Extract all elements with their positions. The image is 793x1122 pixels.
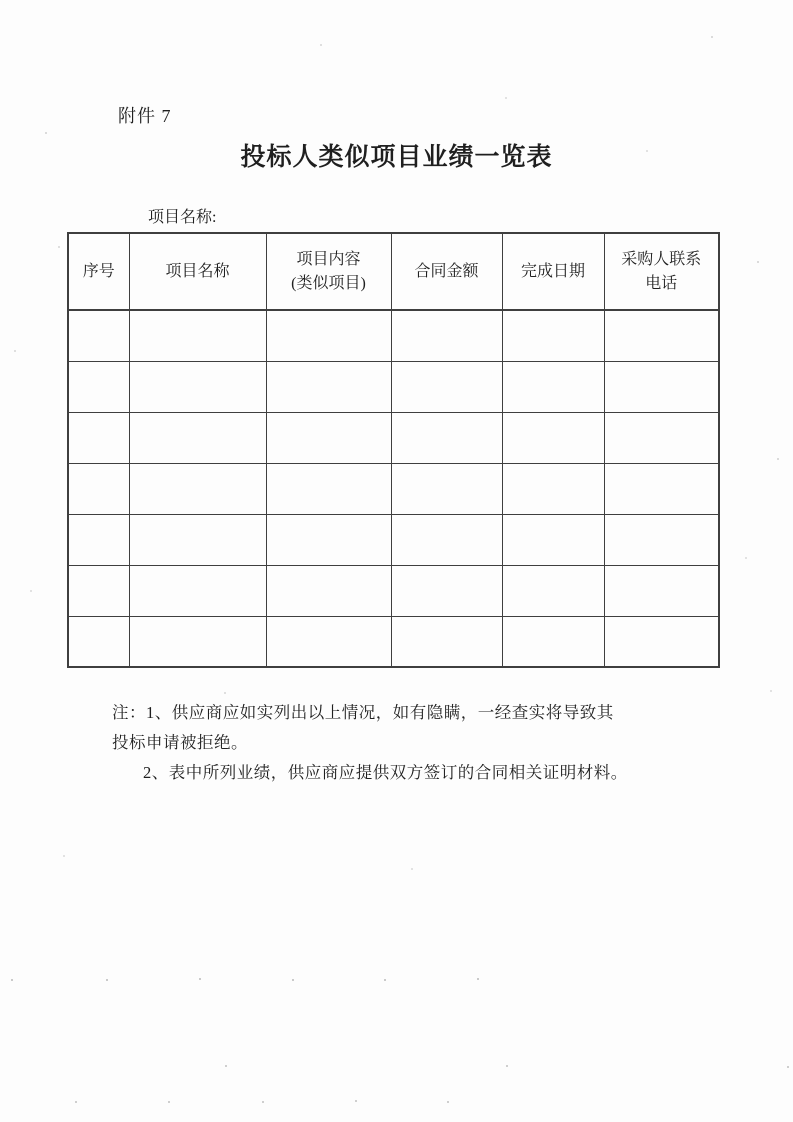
empty-cell [502, 514, 604, 565]
note-line-3: 2、表中所列业绩，供应商应提供双方签订的合同相关证明材料。 [143, 763, 628, 782]
page-title: 投标人类似项目业绩一览表 [240, 144, 553, 171]
empty-cell [68, 310, 129, 361]
empty-cell [266, 616, 391, 667]
empty-cell [129, 412, 266, 463]
empty-cell [391, 514, 502, 565]
empty-cell [502, 463, 604, 514]
performance-table [67, 232, 720, 668]
note-line-2: 投标申请被拒绝。 [112, 733, 248, 752]
empty-table-row [68, 565, 719, 616]
empty-table-row [68, 310, 719, 361]
empty-cell [604, 463, 719, 514]
col-header-project-name [129, 233, 266, 310]
empty-cell [391, 463, 502, 514]
empty-cell [68, 412, 129, 463]
col-header-serial-number [68, 233, 129, 310]
empty-cell [604, 616, 719, 667]
empty-table-row [68, 361, 719, 412]
empty-table-row [68, 514, 719, 565]
empty-cell [391, 361, 502, 412]
col-header-label: 项目内容 [296, 250, 361, 268]
empty-cell [68, 361, 129, 412]
empty-cell [604, 310, 719, 361]
empty-cell [129, 361, 266, 412]
empty-cell [68, 565, 129, 616]
empty-cell [266, 565, 391, 616]
empty-cell [68, 616, 129, 667]
col-header-purchaser-phone [604, 233, 719, 310]
empty-table-row [68, 412, 719, 463]
empty-cell [391, 310, 502, 361]
empty-cell [266, 463, 391, 514]
empty-cell [604, 514, 719, 565]
empty-cell [502, 310, 604, 361]
col-header-project-content [266, 233, 391, 310]
table-header-row [68, 233, 719, 310]
col-header-label: 序号 [82, 262, 115, 280]
empty-cell [266, 514, 391, 565]
empty-table-row [68, 616, 719, 667]
project-name-label: 项目名称: [148, 209, 217, 226]
col-header-label: 合同金额 [414, 262, 479, 280]
empty-cell [266, 310, 391, 361]
empty-cell [129, 310, 266, 361]
empty-cell [68, 514, 129, 565]
empty-cell [604, 412, 719, 463]
empty-cell [502, 565, 604, 616]
col-header-completion-date [502, 233, 604, 310]
col-header-label: 完成日期 [520, 262, 585, 280]
empty-cell [68, 463, 129, 514]
col-header-label: (类似项目) [291, 274, 366, 292]
empty-table-row [68, 463, 719, 514]
attachment-number-label: 附件 7 [118, 106, 172, 126]
col-header-label: 采购人联系 [621, 250, 702, 268]
empty-cell [129, 565, 266, 616]
empty-cell [502, 361, 604, 412]
empty-cell [391, 565, 502, 616]
empty-cell [266, 361, 391, 412]
empty-cell [129, 463, 266, 514]
col-header-label: 项目名称 [165, 262, 230, 280]
empty-cell [266, 412, 391, 463]
empty-cell [129, 616, 266, 667]
notes-block [112, 698, 628, 788]
empty-cell [502, 412, 604, 463]
note-line-1: 注：1、供应商应如实列出以上情况，如有隐瞒，一经查实将导致其 [112, 703, 614, 722]
empty-cell [604, 361, 719, 412]
col-header-label: 电话 [645, 274, 678, 292]
col-header-contract-amount [391, 233, 502, 310]
empty-cell [502, 616, 604, 667]
empty-cell [604, 565, 719, 616]
empty-cell [391, 412, 502, 463]
empty-cell [391, 616, 502, 667]
empty-cell [129, 514, 266, 565]
